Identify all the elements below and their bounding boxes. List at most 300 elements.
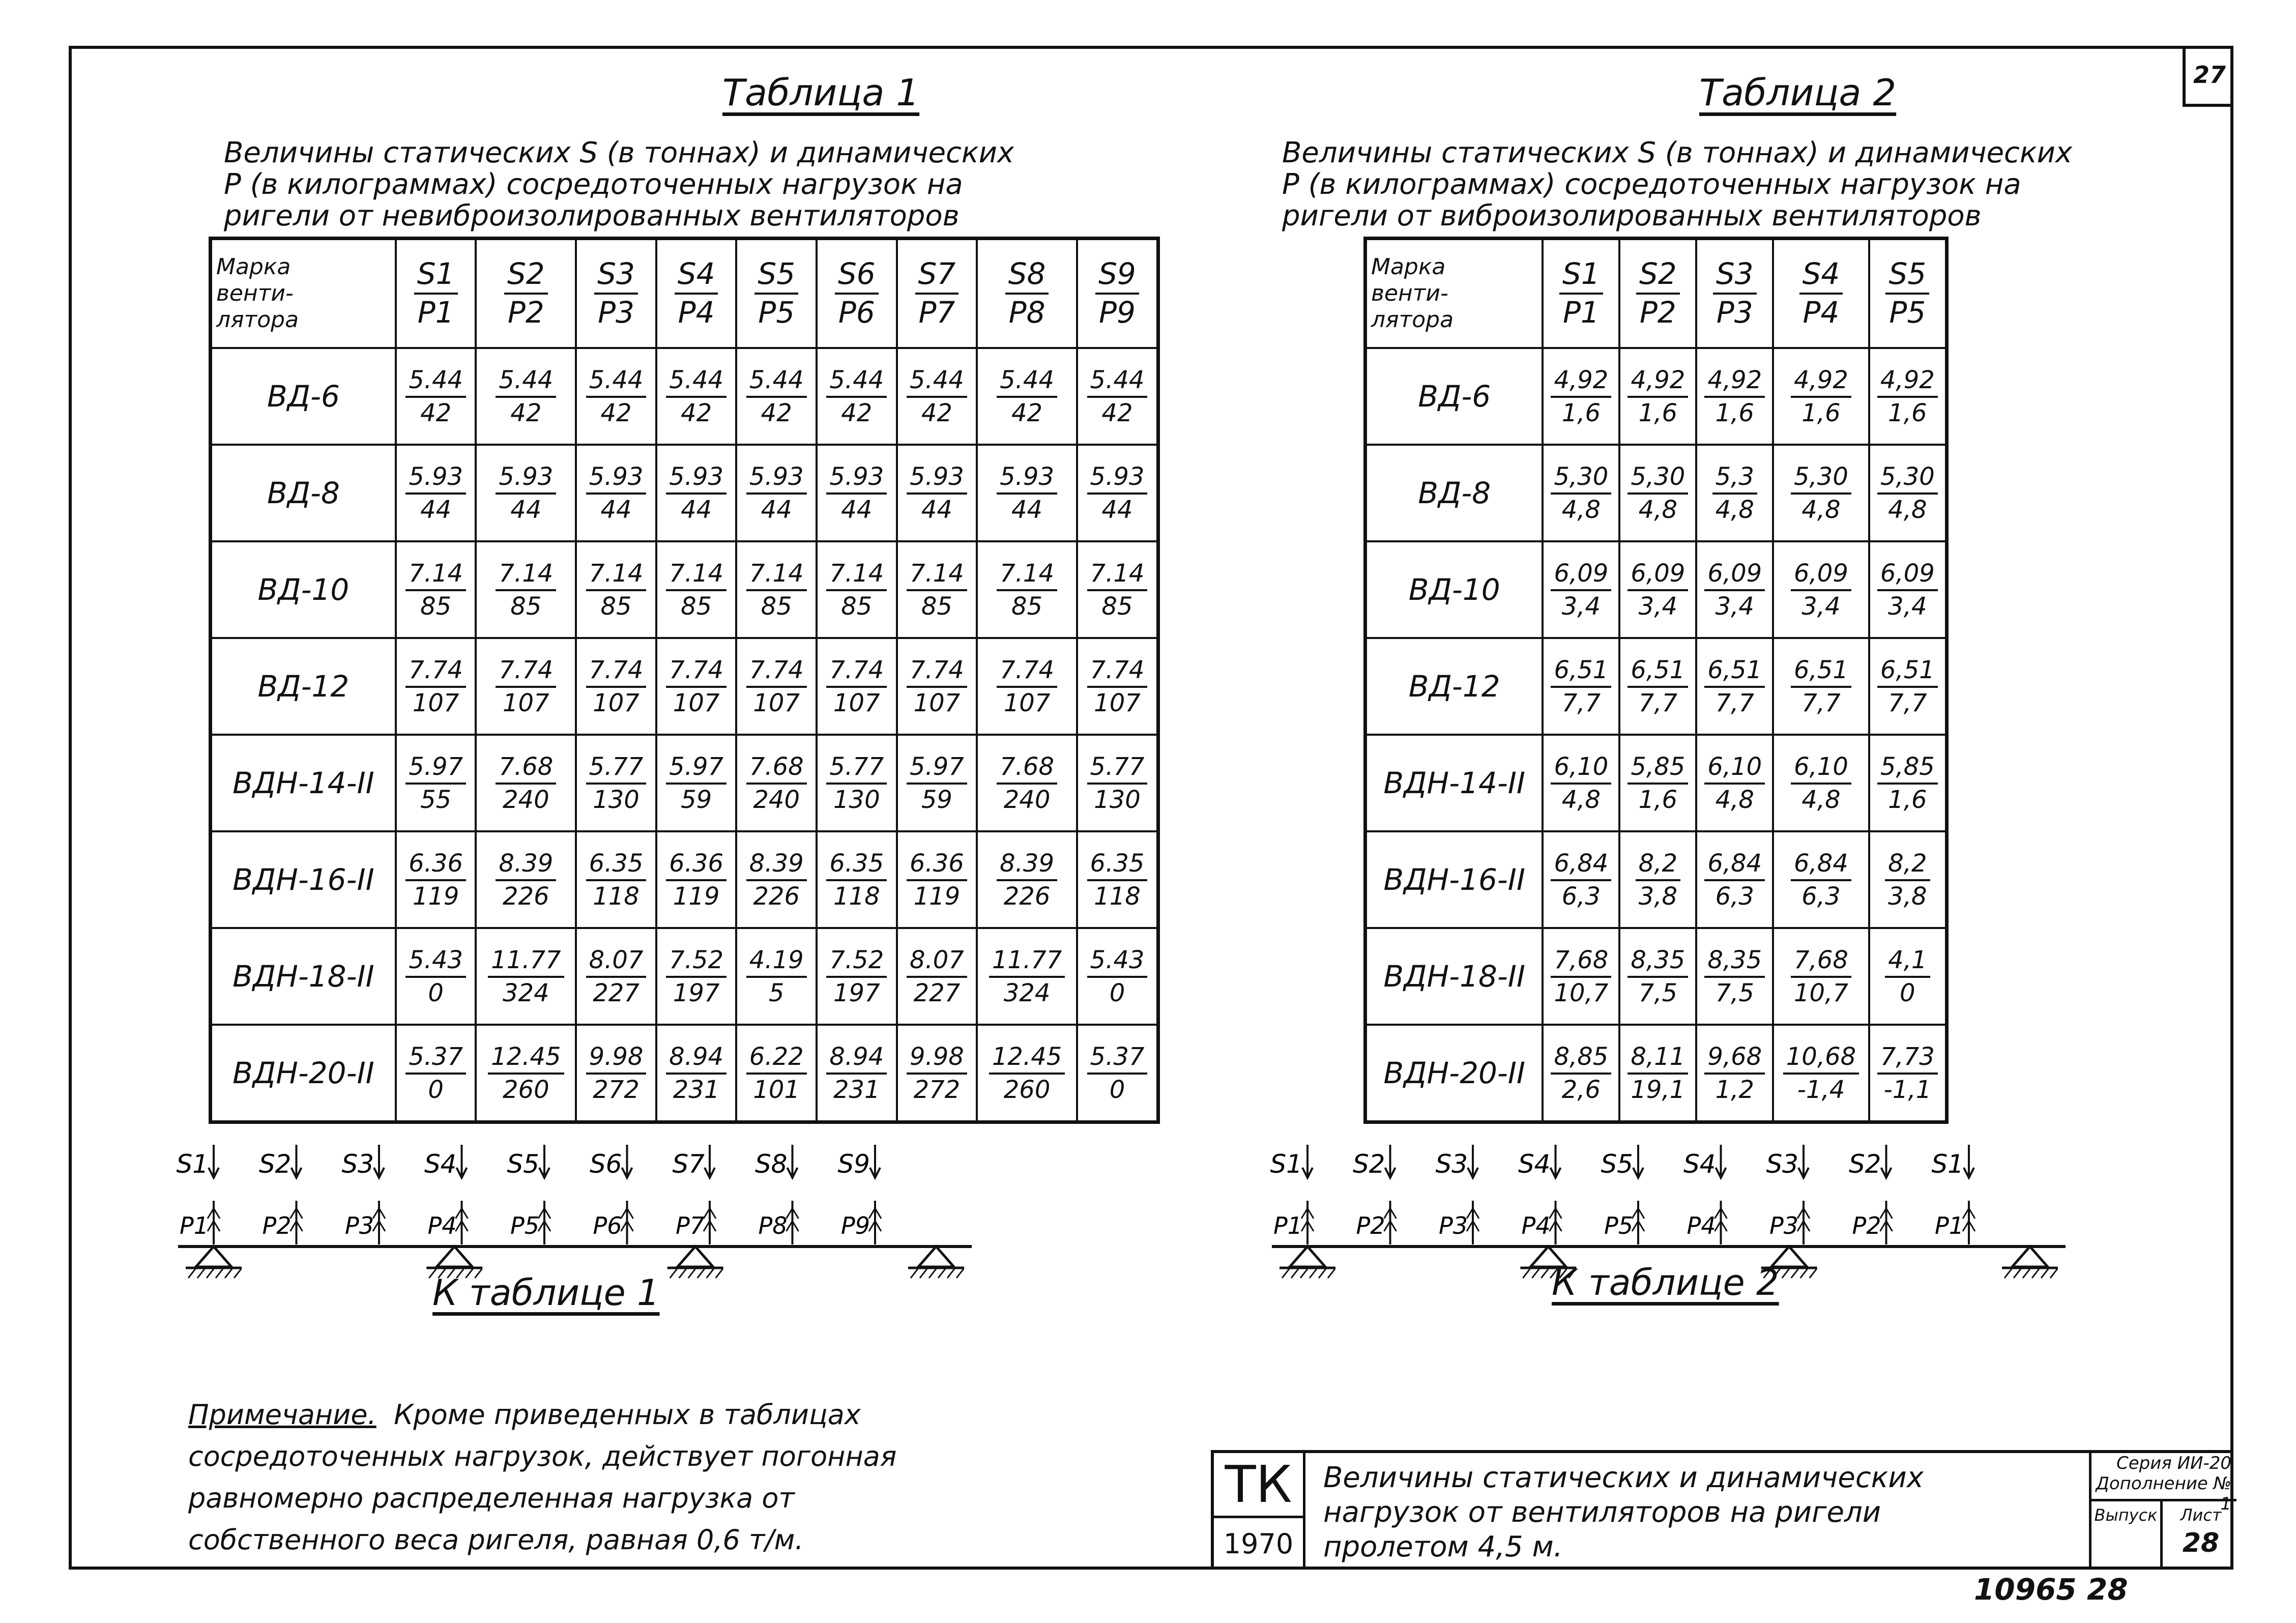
load-s-label: S8 xyxy=(754,1149,788,1179)
load-value xyxy=(1704,657,1765,717)
load-value-top: 4,92 xyxy=(1791,367,1851,398)
load-value xyxy=(826,947,887,1007)
load-value xyxy=(586,367,647,427)
load-cell xyxy=(817,1025,897,1122)
load-value-bottom: 118 xyxy=(1094,882,1141,911)
load-value-top: 7.74 xyxy=(405,657,466,688)
table1-caption-line: Величины статических S (в тоннах) и динамических xyxy=(224,136,1014,169)
load-value-top: 5.77 xyxy=(1087,753,1148,785)
load-value-bottom: 59 xyxy=(681,786,712,814)
load-cell xyxy=(1619,928,1696,1025)
load-value-bottom: 1,6 xyxy=(1888,786,1927,814)
table1-title: Таблица 1 xyxy=(722,71,920,114)
load-value-top: 8,35 xyxy=(1627,947,1688,978)
load-value-bottom: 3,4 xyxy=(1638,592,1677,621)
load-cell xyxy=(396,638,476,735)
load-value-bottom: 0 xyxy=(428,979,444,1007)
load-value-bottom: 3,8 xyxy=(1638,882,1677,911)
load-value xyxy=(826,753,887,814)
load-value xyxy=(1551,947,1611,1007)
table1-caption-line: ригели от невиброизолированных вентиляторов xyxy=(224,199,960,233)
load-value xyxy=(1627,753,1688,814)
load-value-bottom: 0 xyxy=(1109,1076,1125,1104)
load-value-bottom: 1,6 xyxy=(1638,399,1677,427)
load-value-top: 8.07 xyxy=(586,947,647,978)
load-value-top: 6,09 xyxy=(1791,560,1851,591)
load-cell xyxy=(897,831,977,928)
diagram2-caption: К таблице 2 xyxy=(1552,1262,1779,1303)
load-value-top: 5,30 xyxy=(1877,463,1938,495)
load-cell xyxy=(656,638,737,735)
load-value-bottom: 107 xyxy=(913,689,961,717)
sheet-description-line: Величины статических и динамических xyxy=(1323,1461,1924,1494)
load-value xyxy=(746,367,807,427)
load-value xyxy=(1087,1044,1148,1104)
table-row xyxy=(1365,445,1947,541)
sheet-description-line: пролетом 4,5 м. xyxy=(1323,1530,1563,1563)
load-cell xyxy=(476,445,576,541)
load-cell xyxy=(1773,928,1869,1025)
hatch-mark xyxy=(697,1269,705,1278)
load-value xyxy=(989,1044,1065,1104)
load-value-top: 6.35 xyxy=(1087,850,1148,881)
load-value-top: 7.74 xyxy=(907,657,967,688)
load-value-top: 7.74 xyxy=(997,657,1057,688)
diagram1-caption: К таблице 1 xyxy=(432,1272,660,1314)
column-header-label-top: S2 xyxy=(504,258,548,295)
load-cell xyxy=(576,348,656,445)
load-value-bottom: 107 xyxy=(412,689,459,717)
load-cell xyxy=(897,348,977,445)
table-row xyxy=(211,928,1158,1025)
load-value-top: 7,68 xyxy=(1551,947,1611,978)
load-value-bottom: 4,8 xyxy=(1888,496,1927,524)
fan-brand: ВДН-16-II xyxy=(211,831,396,928)
fan-brand: ВД-10 xyxy=(1365,541,1543,638)
load-value-top: 6,09 xyxy=(1704,560,1765,591)
load-cell xyxy=(1869,445,1947,541)
sheet-number: 28 xyxy=(2182,1528,2220,1558)
note-line: собственного веса ригеля, равная 0,6 т/м. xyxy=(188,1524,804,1556)
load-s-label: S7 xyxy=(672,1149,705,1179)
load-value xyxy=(405,1044,466,1104)
load-p-label: P3 xyxy=(344,1212,374,1239)
load-p-label: P1 xyxy=(1273,1212,1302,1239)
load-value xyxy=(746,947,807,1007)
load-value-top: 12.45 xyxy=(989,1044,1065,1075)
load-value-bottom: -1,4 xyxy=(1797,1076,1845,1104)
load-value xyxy=(1627,657,1688,717)
hatch-mark xyxy=(688,1269,695,1278)
note-label: Примечание. xyxy=(188,1399,376,1431)
load-value-top: 5.97 xyxy=(907,753,967,785)
load-value-bottom: 42 xyxy=(420,399,452,427)
load-cell xyxy=(1077,445,1158,541)
load-value xyxy=(1704,947,1765,1007)
load-value-bottom: 107 xyxy=(1094,689,1141,717)
load-value-bottom: 107 xyxy=(593,689,640,717)
load-value-top: 6.35 xyxy=(586,850,647,881)
table1-caption xyxy=(224,137,1014,232)
fan-brand: ВДН-14-II xyxy=(211,735,396,831)
table2-caption-line: P (в килограммах) сосредоточенных нагрузок на xyxy=(1282,168,2021,201)
load-cell xyxy=(656,928,737,1025)
load-value-bottom: 226 xyxy=(503,882,549,911)
column-header-label-top: S4 xyxy=(675,258,718,295)
load-value-top: 7.52 xyxy=(826,947,887,978)
table-row xyxy=(1365,541,1947,638)
load-value-bottom: 7,7 xyxy=(1715,689,1754,717)
sheet-label: Лист xyxy=(2180,1505,2222,1525)
column-header-label-bottom: P4 xyxy=(1803,295,1840,330)
load-value xyxy=(1791,753,1851,814)
table-row xyxy=(1365,735,1947,831)
load-cell xyxy=(1543,1025,1619,1122)
load-cell xyxy=(977,638,1077,735)
load-cell xyxy=(1773,541,1869,638)
load-value xyxy=(496,657,556,717)
load-value-bottom: 44 xyxy=(681,496,712,524)
load-p-label: P2 xyxy=(1356,1212,1385,1239)
load-value-bottom: 4,8 xyxy=(1715,496,1754,524)
load-s-label: S2 xyxy=(258,1149,292,1179)
load-cell xyxy=(1543,735,1619,831)
load-s-label: S4 xyxy=(424,1149,457,1179)
load-p-label: P2 xyxy=(1852,1212,1881,1239)
load-value xyxy=(1877,560,1938,620)
load-value-bottom: 324 xyxy=(1003,979,1051,1007)
load-value xyxy=(1791,560,1851,620)
load-value xyxy=(907,850,967,910)
column-header-label-bottom: P2 xyxy=(1639,295,1676,330)
load-value-bottom: 107 xyxy=(503,689,549,717)
hatch-mark xyxy=(1810,1269,1817,1278)
fan-brand: ВДН-20-II xyxy=(1365,1025,1543,1122)
column-header xyxy=(736,239,817,349)
load-value-top: 8,85 xyxy=(1551,1044,1611,1075)
fan-brand: ВД-12 xyxy=(211,638,396,735)
load-value-top: 7.14 xyxy=(496,560,556,591)
load-value-bottom: 7,7 xyxy=(1638,689,1677,717)
column-header-label xyxy=(1885,258,1929,329)
load-value xyxy=(826,367,887,427)
note xyxy=(188,1394,896,1561)
load-value-bottom: 44 xyxy=(510,496,542,524)
load-value-top: 5.77 xyxy=(826,753,887,785)
load-cell xyxy=(897,1025,977,1122)
brand-header-line: Марка xyxy=(1371,254,1446,280)
load-cell xyxy=(476,1025,576,1122)
load-value-top: 6.36 xyxy=(666,850,726,881)
load-cell xyxy=(1869,1025,1947,1122)
load-value-bottom: 55 xyxy=(420,786,452,814)
load-cell xyxy=(1773,735,1869,831)
load-value-bottom: 42 xyxy=(600,399,632,427)
hatch-mark xyxy=(1282,1269,1289,1278)
load-cell xyxy=(1696,445,1773,541)
load-value-top: 8,2 xyxy=(1885,850,1930,881)
load-value-top: 7.74 xyxy=(496,657,556,688)
table-row xyxy=(1365,1025,1947,1122)
load-cell xyxy=(1619,445,1696,541)
column-header-label-bottom: P8 xyxy=(1008,295,1045,330)
load-value-bottom: 118 xyxy=(593,882,640,911)
load-p-label: P1 xyxy=(179,1212,209,1239)
load-cell xyxy=(977,445,1077,541)
load-value-top: 6.36 xyxy=(907,850,967,881)
column-header xyxy=(1619,239,1696,349)
support-icon xyxy=(678,1247,713,1267)
hatch-mark xyxy=(1328,1269,1335,1278)
sheet-description-line: нагрузок от вентиляторов на ригели xyxy=(1323,1496,1881,1529)
load-value-top: 5.44 xyxy=(496,367,556,398)
hatch-mark xyxy=(707,1269,714,1278)
load-value xyxy=(1551,850,1611,910)
load-value-top: 5.93 xyxy=(746,463,807,495)
load-value-bottom: 10,7 xyxy=(1554,979,1609,1007)
load-value-bottom: 231 xyxy=(673,1076,720,1104)
load-cell xyxy=(1619,638,1696,735)
load-cell xyxy=(1696,1025,1773,1122)
load-s-label: S4 xyxy=(1683,1149,1716,1179)
load-value xyxy=(1791,657,1851,717)
column-header xyxy=(1543,239,1619,349)
load-value-top: 6,51 xyxy=(1627,657,1688,688)
load-value-top: 6,51 xyxy=(1791,657,1851,688)
load-cell xyxy=(977,1025,1077,1122)
load-value xyxy=(1627,367,1688,427)
load-value-bottom: 130 xyxy=(1094,786,1141,814)
load-value xyxy=(746,753,807,814)
hatch-mark xyxy=(2014,1269,2021,1278)
column-header xyxy=(977,239,1077,349)
load-value xyxy=(666,560,726,620)
column-header xyxy=(1869,239,1947,349)
issue-label: Выпуск xyxy=(2091,1501,2163,1570)
brand-header-line: лятора xyxy=(216,307,299,333)
load-value xyxy=(907,753,967,814)
load-cell xyxy=(897,445,977,541)
load-value-top: 4,92 xyxy=(1704,367,1765,398)
table-row xyxy=(211,638,1158,735)
load-value-bottom: 1,6 xyxy=(1638,786,1677,814)
load-value-top: 6.35 xyxy=(826,850,887,881)
hatch-mark xyxy=(1310,1269,1317,1278)
hatch-mark xyxy=(670,1269,677,1278)
load-value-top: 5.44 xyxy=(666,367,726,398)
load-cell xyxy=(1077,831,1158,928)
load-value xyxy=(586,657,647,717)
load-value xyxy=(586,1044,647,1104)
load-value xyxy=(405,560,466,620)
load-value-bottom: 42 xyxy=(921,399,952,427)
load-value xyxy=(1783,1044,1859,1104)
load-value-bottom: 44 xyxy=(921,496,952,524)
load-value-top: 7.74 xyxy=(586,657,647,688)
load-value xyxy=(405,463,466,524)
support-icon xyxy=(196,1247,231,1267)
load-value-top: 7.68 xyxy=(496,753,556,785)
load-value-top: 5.77 xyxy=(586,753,647,785)
load-value-top: 11.77 xyxy=(989,947,1065,978)
load-p-label: P4 xyxy=(1521,1212,1551,1239)
load-p-label: P9 xyxy=(840,1212,870,1239)
load-cell xyxy=(1077,638,1158,735)
load-value-top: 12.45 xyxy=(488,1044,564,1075)
load-value-top: 7.14 xyxy=(586,560,647,591)
support-icon xyxy=(1290,1247,1325,1267)
load-value xyxy=(405,753,466,814)
column-header xyxy=(576,239,656,349)
load-value xyxy=(496,560,556,620)
load-value-top: 7,68 xyxy=(1791,947,1851,978)
load-value-top: 5.93 xyxy=(586,463,647,495)
load-s-label: S3 xyxy=(1435,1149,1468,1179)
load-value-top: 5.44 xyxy=(405,367,466,398)
load-cell xyxy=(656,831,737,928)
load-cell xyxy=(1869,928,1947,1025)
load-value xyxy=(907,367,967,427)
load-value-top: 5.93 xyxy=(405,463,466,495)
load-value xyxy=(1885,850,1930,910)
load-s-label: S5 xyxy=(507,1149,539,1179)
load-value-top: 7.14 xyxy=(997,560,1057,591)
load-value xyxy=(997,657,1057,717)
load-value-top: 7.14 xyxy=(826,560,887,591)
load-cell xyxy=(1869,831,1947,928)
table-row xyxy=(1365,348,1947,445)
load-value xyxy=(826,850,887,910)
column-header-label xyxy=(414,258,458,329)
sheet-description xyxy=(1323,1461,2015,1564)
load-value-top: 5,30 xyxy=(1551,463,1611,495)
series-line: Дополнение № 1 xyxy=(2096,1473,2231,1514)
column-header-label-top: S5 xyxy=(1885,258,1929,295)
load-value-top: 9.98 xyxy=(586,1044,647,1075)
load-value-top: 4,92 xyxy=(1551,367,1611,398)
load-value xyxy=(907,1044,967,1104)
column-header-label xyxy=(1799,258,1843,329)
load-value-top: 6.22 xyxy=(746,1044,807,1075)
hatch-mark xyxy=(1791,1269,1798,1278)
load-value-bottom: 240 xyxy=(1003,786,1051,814)
fan-brand: ВДН-18-II xyxy=(211,928,396,1025)
load-value-bottom: 4,8 xyxy=(1715,786,1754,814)
load-value-bottom: 1,2 xyxy=(1715,1076,1754,1104)
load-cell xyxy=(1696,638,1773,735)
load-cell xyxy=(656,541,737,638)
column-header-label-bottom: P1 xyxy=(1562,295,1600,330)
load-value xyxy=(666,367,726,427)
table-row xyxy=(1365,831,1947,928)
load-value xyxy=(989,947,1065,1007)
load-value-bottom: 101 xyxy=(753,1076,800,1104)
column-header xyxy=(476,239,576,349)
load-cell xyxy=(1543,445,1619,541)
hatch-mark xyxy=(197,1269,205,1278)
hatch-mark xyxy=(216,1269,223,1278)
load-value xyxy=(1627,463,1688,524)
load-value xyxy=(997,463,1057,524)
load-value-top: 7.74 xyxy=(746,657,807,688)
load-value-bottom: 4,8 xyxy=(1801,786,1841,814)
load-value xyxy=(746,657,807,717)
load-value-top: 9,68 xyxy=(1704,1044,1765,1075)
page-number: 27 xyxy=(2183,46,2233,107)
hatch-mark xyxy=(929,1269,936,1278)
load-value-top: 5,30 xyxy=(1791,463,1851,495)
load-value xyxy=(1877,367,1938,427)
hatch-mark xyxy=(716,1269,723,1278)
table-row xyxy=(1365,638,1947,735)
load-cell xyxy=(1869,735,1947,831)
load-value xyxy=(405,657,466,717)
load-cell xyxy=(1077,541,1158,638)
load-cell xyxy=(1773,445,1869,541)
load-value xyxy=(1087,657,1148,717)
load-cell xyxy=(1869,348,1947,445)
table2-caption-line: ригели от виброизолированных вентиляторов xyxy=(1282,199,1982,233)
load-value xyxy=(1551,560,1611,620)
load-value-bottom: 240 xyxy=(753,786,800,814)
hatch-mark xyxy=(920,1269,927,1278)
load-cell xyxy=(396,831,476,928)
load-value xyxy=(1087,367,1148,427)
load-value xyxy=(1712,463,1757,524)
column-header-label xyxy=(754,258,798,329)
load-value xyxy=(405,367,466,427)
load-value-top: 6,84 xyxy=(1551,850,1611,881)
load-value-top: 10,68 xyxy=(1783,1044,1859,1075)
hatch-mark xyxy=(956,1269,964,1278)
load-value xyxy=(586,463,647,524)
load-cell xyxy=(736,445,817,541)
load-cell xyxy=(396,1025,476,1122)
fan-brand: ВД-6 xyxy=(1365,348,1543,445)
load-value xyxy=(1087,463,1148,524)
load-cell xyxy=(1696,831,1773,928)
load-s-label: S1 xyxy=(1270,1149,1302,1179)
load-value xyxy=(1791,463,1851,524)
load-value xyxy=(586,560,647,620)
load-value-bottom: 44 xyxy=(1011,496,1043,524)
load-value-top: 7.68 xyxy=(746,753,807,785)
load-value-top: 11.77 xyxy=(488,947,564,978)
load-s-label: S4 xyxy=(1518,1149,1551,1179)
column-header-label xyxy=(835,258,879,329)
load-cell xyxy=(897,541,977,638)
load-cell xyxy=(817,638,897,735)
column-header xyxy=(1696,239,1773,349)
load-cell xyxy=(1696,348,1773,445)
load-value-bottom: 240 xyxy=(503,786,549,814)
load-cell xyxy=(476,541,576,638)
load-s-label: S6 xyxy=(589,1149,622,1179)
load-value-top: 5.43 xyxy=(405,947,466,978)
hatch-mark xyxy=(1319,1269,1326,1278)
load-value xyxy=(666,850,726,910)
note-line: равномерно распределенная нагрузка от xyxy=(188,1482,795,1514)
load-cell xyxy=(736,735,817,831)
column-header-label-top: S3 xyxy=(594,258,638,295)
load-value-top: 5.93 xyxy=(1087,463,1148,495)
load-value-top: 7.14 xyxy=(405,560,466,591)
column-header-label xyxy=(1095,258,1139,329)
load-value xyxy=(1791,947,1851,1007)
load-value xyxy=(1877,753,1938,814)
load-value-top: 5.93 xyxy=(826,463,887,495)
load-value-top: 7.68 xyxy=(997,753,1057,785)
